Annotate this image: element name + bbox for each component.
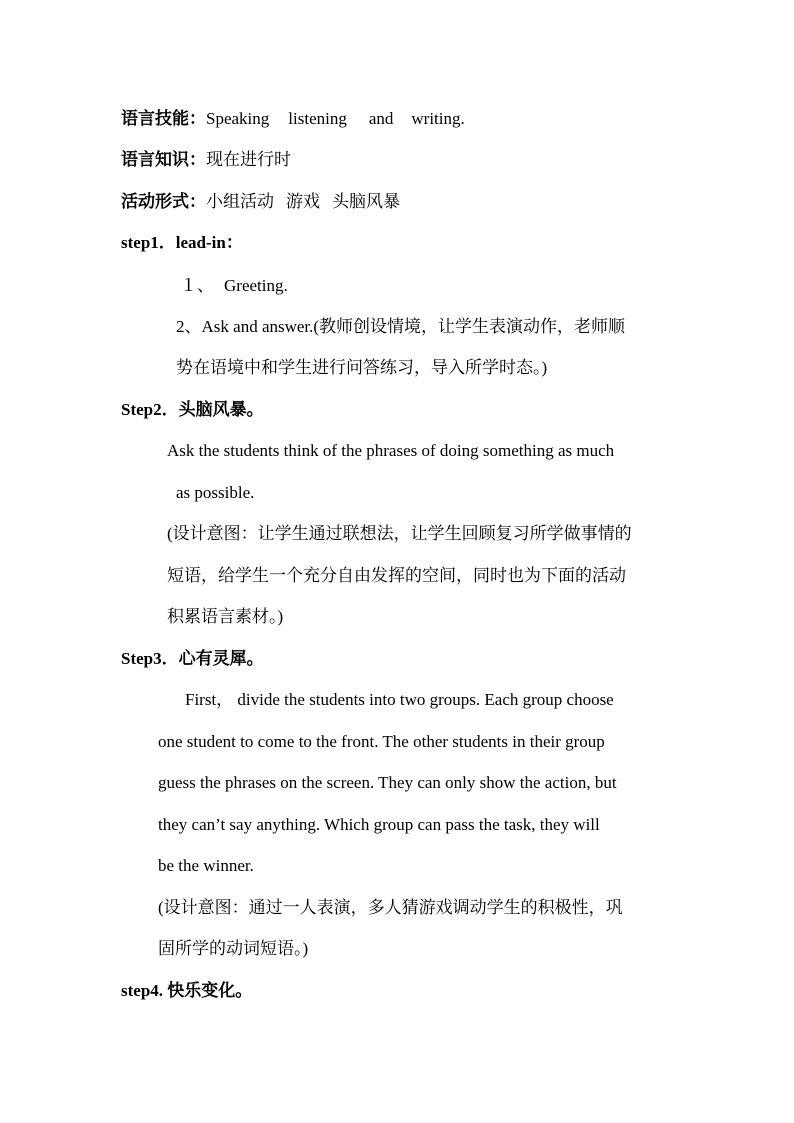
step1-item1-text: Greeting. [224,276,288,295]
skills-word-2: listening [288,109,347,128]
step4-heading: step4. 快乐变化。 [121,981,253,1000]
knowledge-row [121,150,291,170]
activity-brainstorm: 头脑风暴 [332,192,400,211]
activities-row [121,192,400,212]
step3-line5: be the winner. [158,856,254,875]
activity-game: 游戏 [286,192,320,211]
knowledge-value: 现在进行时 [206,150,291,169]
activity-group: 小组活动 [206,192,274,211]
knowledge-label: 语言知识： [121,150,206,169]
step3-heading: Step3．心有灵犀。 [121,649,264,668]
skills-word-1: Speaking [206,109,270,128]
step3-line1: First， divide the students into two groups. Each group choose [185,690,614,709]
step1-item1 [180,276,288,296]
step2-line1: Ask the students think of the phrases of doing something as much [167,441,615,460]
step2-design-line2: 短语，给学生一个充分自由发挥的空间，同时也为下面的活动 [167,566,626,585]
step2-heading: Step2．头脑风暴。 [121,400,264,419]
step3-line4: they can’t say anything. Which group can pass the task, they will [158,815,600,834]
step2-design-line3: 积累语言素材。) [167,607,284,626]
step3-line3: guess the phrases on the screen. They can only show the action, but [158,773,617,792]
skills-label: 语言技能： [121,109,206,128]
step2-design-line1: (设计意图：让学生通过联想法，让学生回顾复习所学做事情的 [167,524,632,543]
step2-line2: as possible. [176,483,255,502]
step3-design-line2: 固所学的动词短语。) [158,939,309,958]
step1-item2-line1: 2、Ask and answer.(教师创设情境，让学生表演动作，老师顺 [176,317,626,336]
step3-line2: one student to come to the front. The other students in their group [158,732,605,751]
step1-item2-line2: 势在语境中和学生进行问答练习，导入所学时态。) [176,358,548,377]
step1-heading: step1．lead-in： [121,233,243,252]
step3-design-line1: (设计意图：通过一人表演，多人猜游戏调动学生的积极性，巩 [158,898,623,917]
skills-word-4: writing. [411,109,465,128]
skills-word-3: and [368,109,394,128]
skills-row [121,109,465,129]
activities-label: 活动形式： [121,192,206,211]
step1-item1-number: １、 [180,276,214,295]
